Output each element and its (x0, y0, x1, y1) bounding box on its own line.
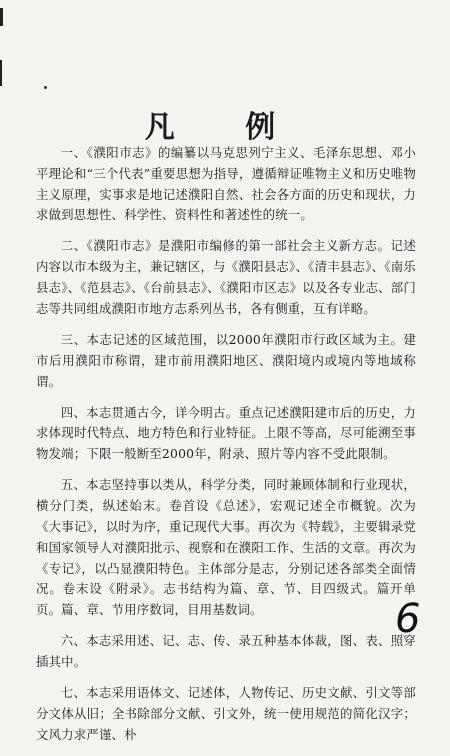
paragraph-2: 二、《濮阳市志》是濮阳市编修的第一部社会主义新方志。记述内容以市本级为主，兼记辖区，与《濮阳县志》、《清丰县志》、《南乐县志》、《范县志》、《台前县志》、《濮阳市区志》以及各专业志、部门志等共同组成濮阳市地方志系列丛书，各有侧重，互有详略。 (36, 238, 416, 316)
scan-speck (44, 86, 47, 89)
handwritten-page-number: 6 (395, 596, 421, 642)
page-title: 凡 例 (144, 110, 306, 145)
scan-edge-mark (0, 8, 3, 26)
paragraph-4: 四、本志贯通古今，详今明古。重点记述濮阳建市后的历史，力求体现时代特点、地方特色和行业特征。上限不等高，尽可能溯至事物发端；下限一般断至2000年，附录、照片等内容不受此限制。 (36, 404, 416, 462)
body-text (36, 143, 416, 756)
paragraph-5: 五、本志坚持事以类从，科学分类，同时兼顾体制和行业现状，横分门类，纵述始末。卷首设《总述》，宏观记述全市概貌。次为《大事记》，以时为序，重记现代大事。再次为《特载》，主要辑录党和国家领导人对濮阳批示、视察和在濮阳工作、生活的文章。再次为《专记》，以凸显濮阳特色。主体部分是志，分别记述各部类全面情况。卷末设《附录》。志书结构为篇、章、节、目四级式。篇开单页。篇、章、节用序数词，目用基数词。 (36, 477, 416, 618)
paragraph-3: 三、本志记述的区域范围，以2000年濮阳市行政区域为主。建市后用濮阳市称谓，建市前用濮阳地区、濮阳境内或境内等地域称谓。 (36, 331, 416, 389)
paragraph-7: 七、本志采用语体文、记述体，人物传记、历史文献、引文等部分文体从旧；全书除部分文献、引文外，统一使用规范的简化汉字；文风力求严谨、朴 (36, 685, 416, 742)
scan-edge-mark (0, 60, 2, 86)
paragraph-6: 六、本志采用述、记、志、传、录五种基本体裁，图、表、照穿插其中。 (36, 633, 416, 670)
paragraph-1: 一、《濮阳市志》的编纂以马克思列宁主义、毛泽东思想、邓小平理论和“三个代表”重要思想为指导，遵循辩证唯物主义和历史唯物主义原理，实事求是地记述濮阳自然、社会各方面的历史和现状，力求做到思想性、科学性、资料性和著述性的统一。 (36, 145, 416, 223)
